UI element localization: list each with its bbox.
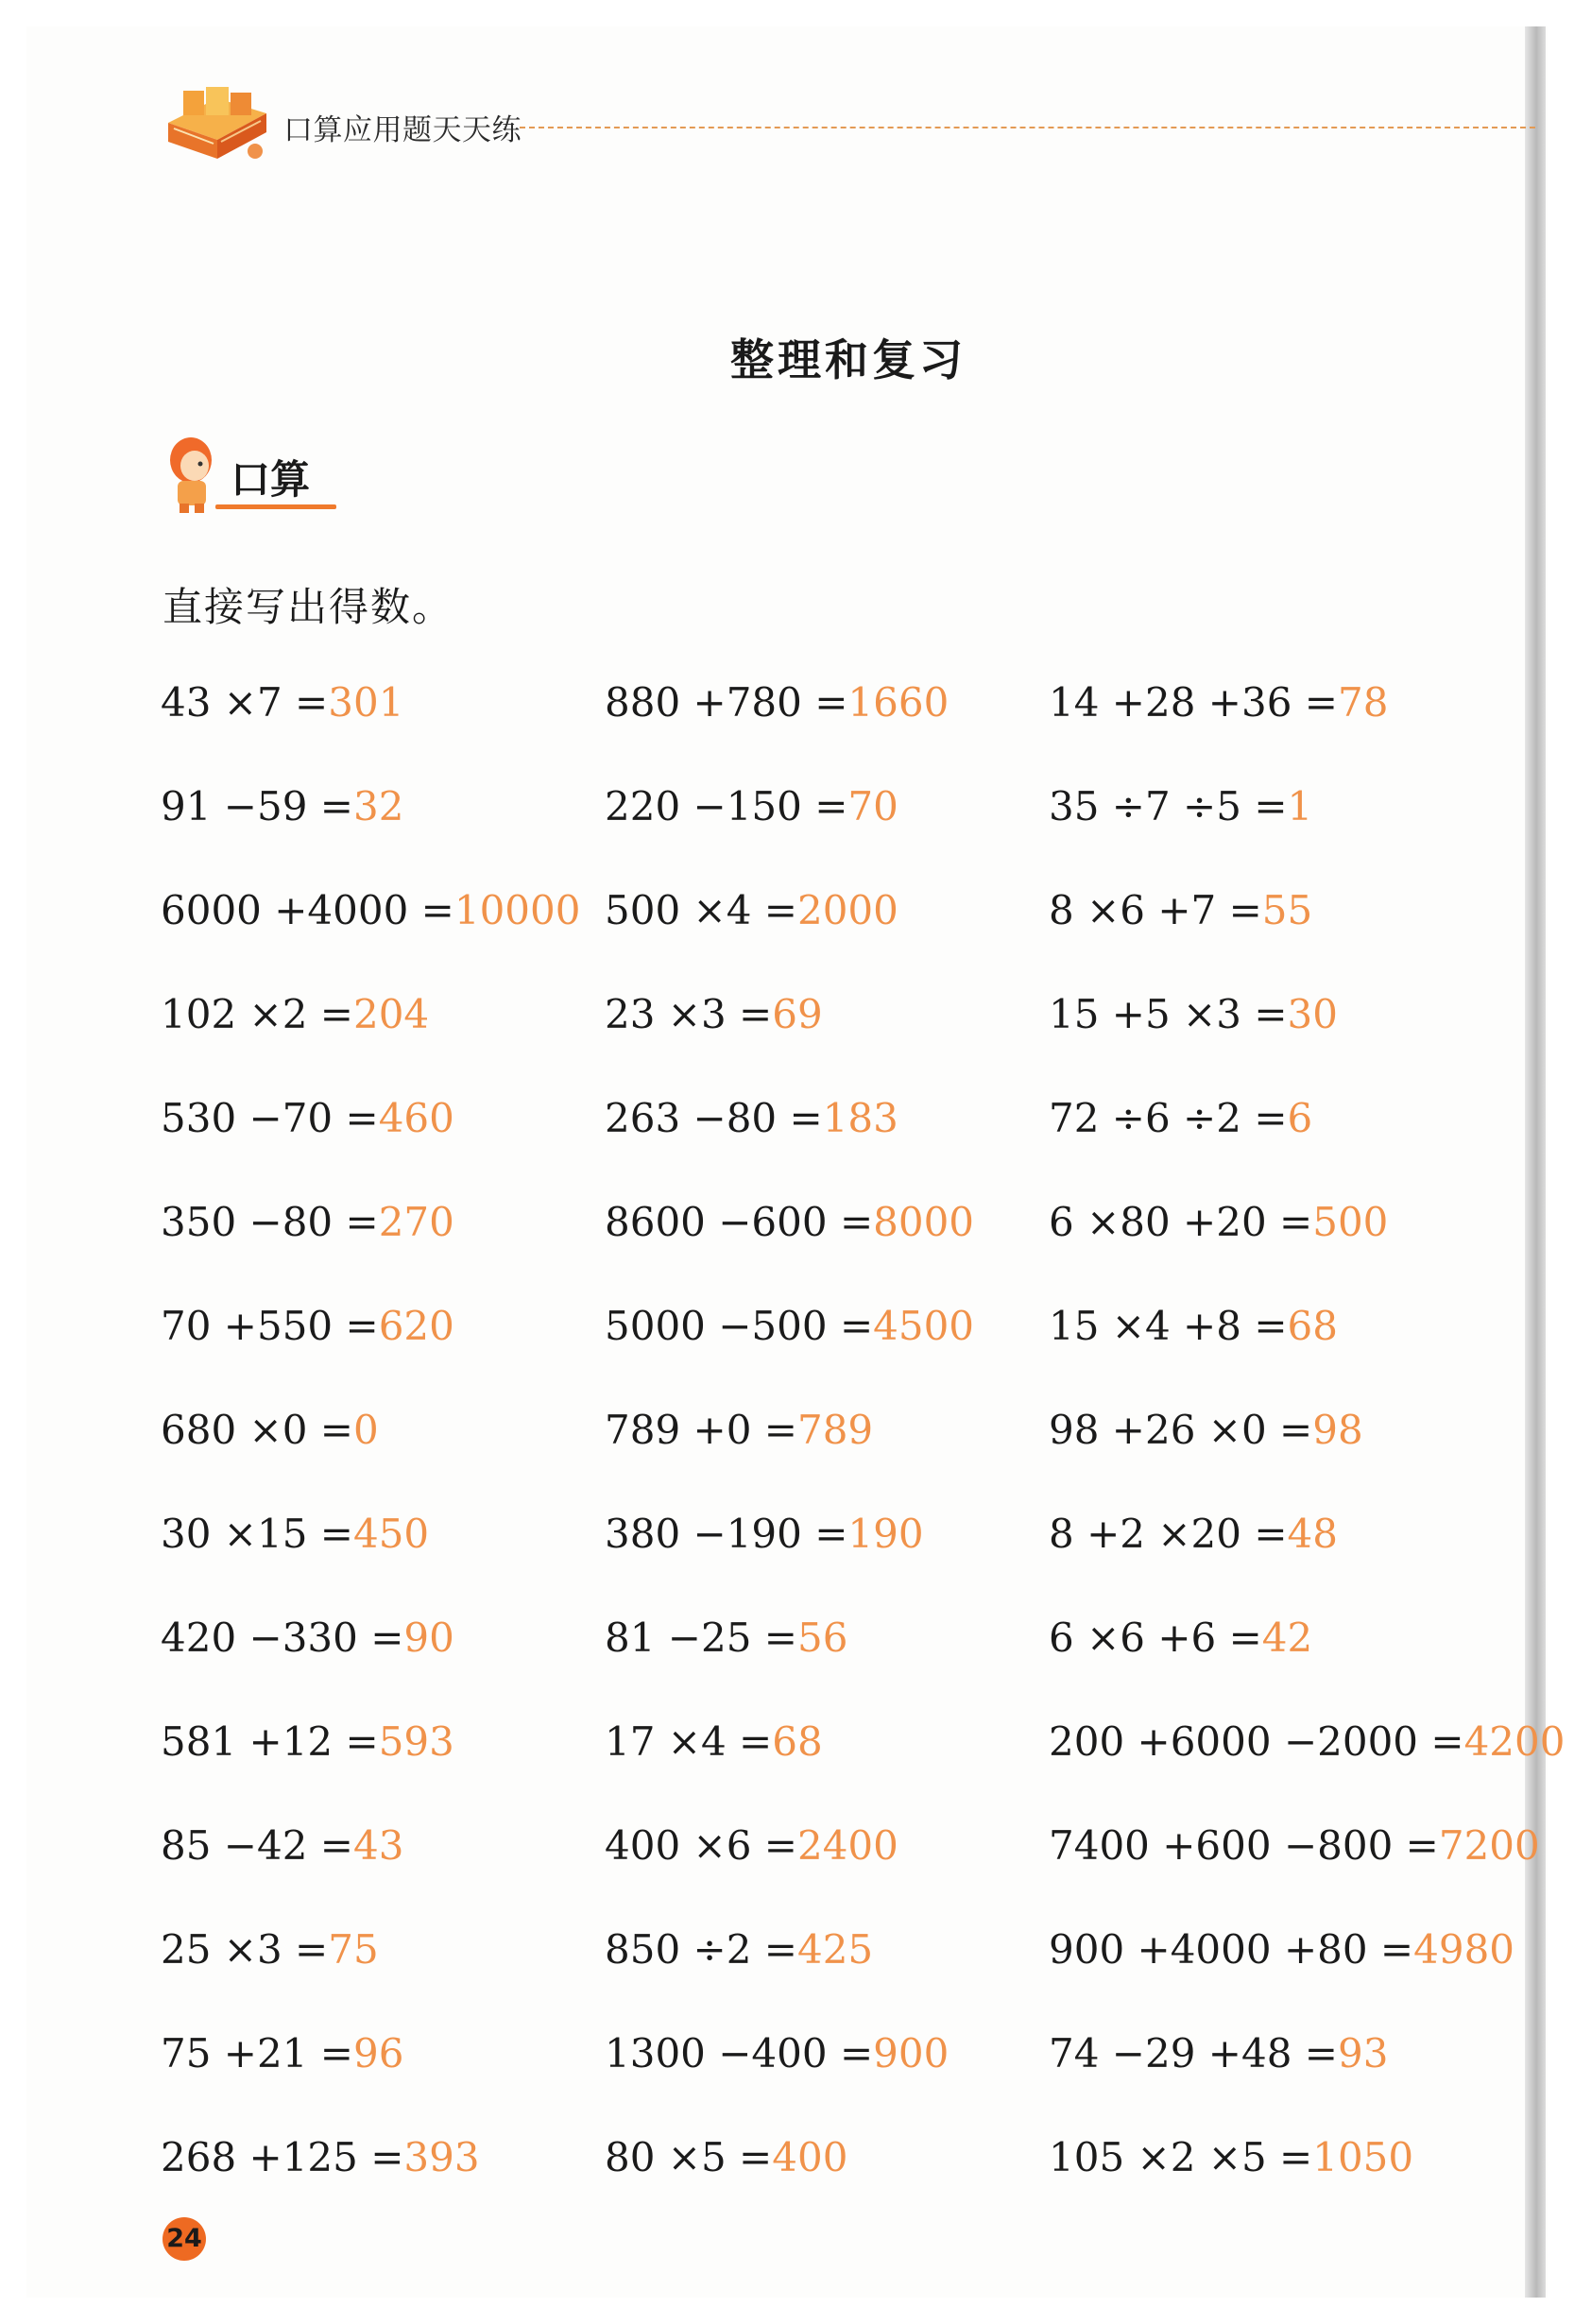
problem-expression: 350 −80 = — [161, 1199, 379, 1245]
problem-answer: 2000 — [796, 887, 898, 933]
problem-answer: 78 — [1337, 679, 1389, 726]
problem-answer: 75 — [328, 1926, 379, 1973]
problem-grid — [161, 676, 1565, 2235]
problem-answer: 270 — [378, 1199, 454, 1245]
problem-expression: 789 +0 = — [605, 1407, 797, 1453]
problem-expression: 85 −42 = — [161, 1822, 353, 1869]
problem-expression: 81 −25 = — [605, 1615, 797, 1661]
problem-answer: 7200 — [1438, 1822, 1540, 1869]
problem-expression: 80 ×5 = — [605, 2134, 773, 2180]
problem-row — [161, 2131, 1549, 2235]
problem-item — [161, 676, 403, 729]
problem-answer: 10000 — [453, 887, 581, 933]
problem-answer: 69 — [772, 991, 823, 1037]
problem-row — [161, 988, 1549, 1092]
problem-answer: 32 — [352, 783, 404, 829]
problem-answer: 93 — [1337, 2030, 1389, 2076]
problem-answer: 90 — [403, 1615, 454, 1661]
problem-answer: 68 — [772, 1718, 823, 1765]
problem-answer: 400 — [772, 2134, 848, 2180]
problem-answer: 70 — [847, 783, 898, 829]
problem-expression: 25 ×3 = — [161, 1926, 329, 1973]
problem-item — [605, 1092, 898, 1145]
problem-answer: 30 — [1287, 991, 1338, 1037]
problem-expression: 1300 −400 = — [605, 2030, 874, 2076]
problem-expression: 30 ×15 = — [161, 1511, 353, 1557]
problem-answer: 393 — [403, 2134, 480, 2180]
problem-item — [1049, 884, 1312, 937]
problem-row — [161, 1508, 1549, 1612]
problem-expression: 530 −70 = — [161, 1095, 379, 1141]
problem-row — [161, 2027, 1549, 2131]
problem-expression: 6 ×80 +20 = — [1049, 1199, 1313, 1245]
problem-item — [1049, 1612, 1312, 1665]
problem-expression: 263 −80 = — [605, 1095, 823, 1141]
header-title: 口算应用题天天练 — [283, 113, 522, 147]
problem-answer: 789 — [796, 1407, 874, 1453]
problem-expression: 268 +125 = — [161, 2134, 404, 2180]
problem-item — [1049, 1820, 1540, 1872]
problem-answer: 48 — [1287, 1511, 1338, 1557]
problem-answer: 4500 — [873, 1303, 975, 1349]
problem-row — [161, 780, 1549, 884]
problem-answer: 68 — [1287, 1303, 1338, 1349]
problem-row — [161, 1716, 1565, 1820]
problem-answer: 620 — [378, 1303, 454, 1349]
child-character-icon — [159, 430, 227, 515]
problem-expression: 8600 −600 = — [605, 1199, 874, 1245]
problem-item — [161, 780, 403, 833]
problem-expression: 75 +21 = — [161, 2030, 353, 2076]
problem-expression: 91 −59 = — [161, 783, 353, 829]
problem-expression: 43 ×7 = — [161, 679, 329, 726]
problem-answer: 55 — [1261, 887, 1313, 933]
problem-item — [605, 2027, 949, 2080]
problem-row — [161, 1300, 1549, 1404]
problem-item — [161, 1196, 454, 1249]
problem-row — [161, 1404, 1549, 1508]
problem-expression: 220 −150 = — [605, 783, 848, 829]
problem-item — [605, 1716, 823, 1769]
problem-answer: 204 — [352, 991, 430, 1037]
problem-item — [1049, 1923, 1514, 1976]
problem-expression: 17 ×4 = — [605, 1718, 773, 1765]
problem-item — [161, 1716, 454, 1769]
problem-expression: 581 +12 = — [161, 1718, 379, 1765]
problem-item — [605, 1196, 974, 1249]
problem-expression: 680 ×0 = — [161, 1407, 353, 1453]
problem-item — [1049, 1092, 1312, 1145]
problem-expression: 14 +28 +36 = — [1049, 679, 1338, 726]
problem-item — [1049, 2027, 1388, 2080]
problem-answer: 1050 — [1312, 2134, 1414, 2180]
running-header — [161, 85, 1531, 170]
problem-item — [605, 2131, 847, 2184]
problem-expression: 6 ×6 +6 = — [1049, 1615, 1262, 1661]
problem-answer: 8000 — [873, 1199, 975, 1245]
problem-answer: 183 — [822, 1095, 898, 1141]
problem-expression: 70 +550 = — [161, 1303, 379, 1349]
problem-item — [605, 1300, 974, 1353]
page-number: 24 — [163, 2217, 206, 2261]
problem-row — [161, 1196, 1549, 1300]
problem-expression: 102 ×2 = — [161, 991, 353, 1037]
problem-answer: 4200 — [1463, 1718, 1565, 1765]
problem-answer: 593 — [378, 1718, 454, 1765]
problem-item — [605, 1404, 873, 1457]
problem-item — [1049, 1196, 1388, 1249]
problem-row — [161, 1612, 1549, 1716]
problem-expression: 72 ÷6 ÷2 = — [1049, 1095, 1288, 1141]
problem-expression: 35 ÷7 ÷5 = — [1049, 783, 1288, 829]
problem-expression: 8 ×6 +7 = — [1049, 887, 1262, 933]
problem-item — [1049, 2131, 1413, 2184]
problem-expression: 8 +2 ×20 = — [1049, 1511, 1288, 1557]
problem-expression: 7400 +600 −800 = — [1049, 1822, 1439, 1869]
problem-item — [605, 1508, 924, 1561]
problem-expression: 380 −190 = — [605, 1511, 848, 1557]
problem-item — [161, 988, 429, 1041]
problem-item — [161, 1300, 454, 1353]
problem-item — [1049, 676, 1388, 729]
problem-expression: 200 +6000 −2000 = — [1049, 1718, 1464, 1765]
problem-answer: 4980 — [1413, 1926, 1515, 1973]
problem-item — [161, 1508, 429, 1561]
problem-item — [1049, 780, 1312, 833]
problem-expression: 420 −330 = — [161, 1615, 404, 1661]
problem-item — [161, 2131, 480, 2184]
problem-expression: 500 ×4 = — [605, 887, 797, 933]
subsection-underline — [215, 504, 336, 509]
problem-item — [605, 884, 898, 937]
problem-answer: 1 — [1287, 783, 1313, 829]
subsection-label: 口算 — [231, 456, 311, 503]
open-book-icon — [161, 85, 279, 166]
problem-item — [161, 884, 580, 937]
problem-item — [1049, 1404, 1363, 1457]
problem-row — [161, 1820, 1549, 1923]
problem-item — [605, 676, 949, 729]
problem-expression: 74 −29 +48 = — [1049, 2030, 1338, 2076]
problem-item — [1049, 988, 1338, 1041]
problem-answer: 500 — [1312, 1199, 1389, 1245]
problem-item — [1049, 1716, 1565, 1769]
problem-expression: 5000 −500 = — [605, 1303, 874, 1349]
problem-answer: 96 — [352, 2030, 404, 2076]
problem-expression: 105 ×2 ×5 = — [1049, 2134, 1313, 2180]
problem-expression: 6000 +4000 = — [161, 887, 454, 933]
problem-item — [605, 780, 898, 833]
problem-expression: 400 ×6 = — [605, 1822, 797, 1869]
problem-expression: 15 +5 ×3 = — [1049, 991, 1288, 1037]
problem-item — [605, 1923, 873, 1976]
problem-row — [161, 1923, 1549, 2027]
problem-item — [161, 1404, 379, 1457]
problem-answer: 2400 — [796, 1822, 898, 1869]
problem-item — [605, 1612, 847, 1665]
problem-expression: 15 ×4 +8 = — [1049, 1303, 1288, 1349]
problem-answer: 1660 — [847, 679, 950, 726]
problem-row — [161, 676, 1549, 780]
problem-item — [161, 1092, 454, 1145]
problem-item — [605, 1820, 898, 1872]
problem-answer: 900 — [873, 2030, 950, 2076]
problem-item — [1049, 1300, 1338, 1353]
problem-expression: 880 +780 = — [605, 679, 848, 726]
problem-item — [1049, 1508, 1338, 1561]
problem-answer: 98 — [1312, 1407, 1363, 1453]
problem-item — [161, 1820, 403, 1872]
problem-answer: 450 — [352, 1511, 430, 1557]
problem-item — [161, 2027, 403, 2080]
problem-expression: 850 ÷2 = — [605, 1926, 797, 1973]
problem-expression: 900 +4000 +80 = — [1049, 1926, 1414, 1973]
problem-item — [605, 988, 823, 1041]
problem-row — [161, 1092, 1549, 1196]
problem-answer: 42 — [1261, 1615, 1313, 1661]
problem-answer: 460 — [378, 1095, 454, 1141]
instruction-text: 直接写出得数。 — [163, 584, 454, 630]
problem-answer: 0 — [352, 1407, 379, 1453]
problem-expression: 98 +26 ×0 = — [1049, 1407, 1313, 1453]
problem-item — [161, 1923, 379, 1976]
subsection-heading — [159, 430, 338, 515]
problem-item — [161, 1612, 454, 1665]
problem-answer: 43 — [352, 1822, 404, 1869]
header-rule — [520, 127, 1535, 128]
problem-expression: 23 ×3 = — [605, 991, 773, 1037]
problem-answer: 301 — [328, 679, 404, 726]
problem-answer: 190 — [847, 1511, 924, 1557]
problem-row — [161, 884, 1549, 988]
problem-answer: 56 — [796, 1615, 848, 1661]
problem-answer: 425 — [796, 1926, 874, 1973]
section-title: 整理和复习 — [730, 334, 967, 385]
problem-answer: 6 — [1287, 1095, 1313, 1141]
